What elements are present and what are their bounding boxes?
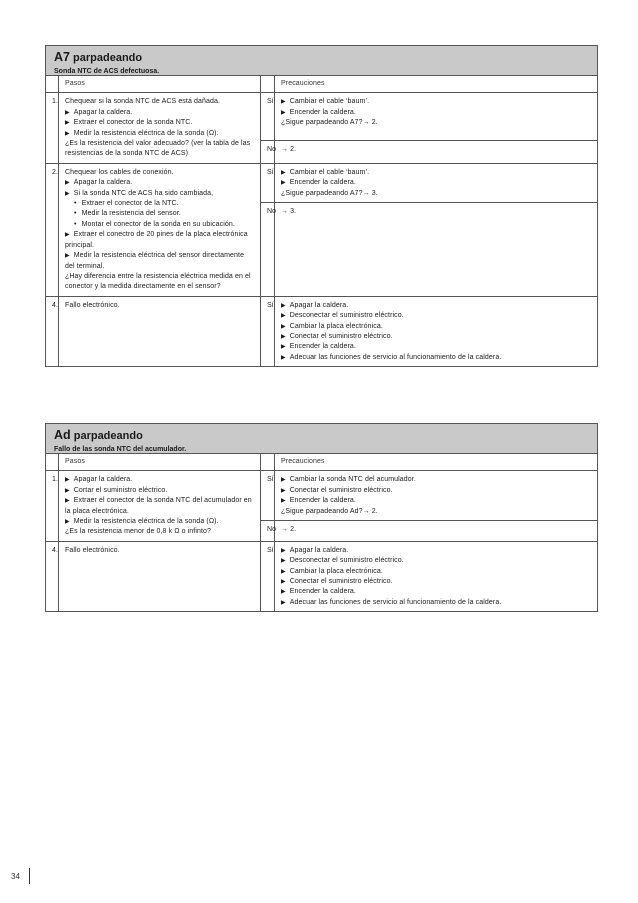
answer-no: No bbox=[261, 141, 275, 163]
col-precauciones-header: Precauciones bbox=[275, 454, 598, 471]
diagnostic-table bbox=[45, 453, 598, 612]
answer-si: Sí bbox=[261, 541, 275, 611]
page-number-divider bbox=[29, 868, 30, 884]
precaution-text: ▶ Apagar la caldera. ▶ Desconectar el suministro eléctrico. ▶ Cambiar la placa electrónica. ▶ Conectar el suministro eléctrico. ▶ Encender la caldera. ▶ Adecuar las funciones de servicio al funcionamiento de la caldera. bbox=[275, 296, 598, 366]
table-row bbox=[46, 296, 598, 366]
table-row bbox=[46, 541, 598, 611]
fault-header bbox=[45, 45, 598, 75]
fault-title bbox=[54, 51, 590, 64]
fault-block-a7 bbox=[45, 45, 598, 367]
col-precauciones-header: Precauciones bbox=[275, 76, 598, 93]
table-header-row bbox=[46, 76, 598, 93]
precaution-text: ▶ Cambiar el cable ‘baum’. ▶ Encender la caldera. ¿Sigue parpadeando A7?→ 3. bbox=[275, 163, 598, 202]
precaution-text: → 3. bbox=[275, 203, 598, 297]
table-row bbox=[46, 471, 598, 521]
answer-si: Sí bbox=[261, 471, 275, 521]
col-pasos-header: Pasos bbox=[59, 76, 261, 93]
precaution-text: ▶ Cambiar el cable ‘baum’. ▶ Encender la caldera. ¿Sigue parpadeando A7?→ 2. bbox=[275, 93, 598, 141]
precaution-text: ▶ Apagar la caldera. ▶ Desconectar el suministro eléctrico. ▶ Cambiar la placa electrónica. ▶ Conectar el suministro eléctrico. ▶ Encender la caldera. ▶ Adecuar las funciones de servicio al funcionamiento de la caldera. bbox=[275, 541, 598, 611]
precaution-text: → 2. bbox=[275, 141, 598, 163]
step-number: 4. bbox=[46, 296, 59, 366]
step-text: Chequear si la sonda NTC de ACS está dañada. ▶ Apagar la caldera. ▶ Extraer el conector de la sonda NTC. ▶ Medir la resistencia eléctrica de la sonda (Ω). ¿Es la resistencia del valor adecuado? (ver la tabla de las resistencias de la sonda NTC de ACS) bbox=[59, 93, 261, 163]
fault-code: A7 bbox=[54, 50, 70, 64]
answer-si: Sí bbox=[261, 296, 275, 366]
step-number: 2. bbox=[46, 163, 59, 296]
answer-si: Sí bbox=[261, 93, 275, 141]
fault-subtitle: Fallo de las sonda NTC del acumulador. bbox=[54, 446, 187, 453]
step-text: Fallo electrónico. bbox=[59, 541, 261, 611]
answer-no: No bbox=[261, 203, 275, 297]
fault-code: Ad bbox=[54, 428, 71, 442]
page-number: 34 bbox=[11, 872, 20, 881]
table-header-row bbox=[46, 454, 598, 471]
precaution-text: ▶ Cambiar la sonda NTC del acumulador. ▶ Conectar el suministro eléctrico. ▶ Encender la caldera. ¿Sigue parpadeando Ad?→ 2. bbox=[275, 471, 598, 521]
answer-si: Sí bbox=[261, 163, 275, 202]
col-pasos-header: Pasos bbox=[59, 454, 261, 471]
table-row bbox=[46, 93, 598, 141]
answer-no: No bbox=[261, 521, 275, 542]
fault-subtitle: Sonda NTC de ACS defectuosa. bbox=[54, 68, 160, 75]
fault-header bbox=[45, 423, 598, 453]
step-text: ▶ Apagar la caldera. ▶ Cortar el suministro eléctrico. ▶ Extraer el conector de la sonda NTC del acumulador en la placa electrónica. ▶ Medir la resistencia eléctrica de la sonda (Ω). ¿Es la resistencia menor de 0,8 k Ω o infinto? bbox=[59, 471, 261, 541]
diagnostic-table bbox=[45, 75, 598, 367]
fault-title bbox=[54, 429, 590, 442]
step-number: 1. bbox=[46, 93, 59, 163]
table-row bbox=[46, 163, 598, 202]
precaution-text: → 2. bbox=[275, 521, 598, 542]
step-number: 1. bbox=[46, 471, 59, 541]
step-number: 4. bbox=[46, 541, 59, 611]
fault-title-text: parpadeando bbox=[69, 52, 143, 64]
fault-title-text: parpadeando bbox=[70, 430, 143, 442]
fault-block-ad bbox=[45, 423, 598, 612]
step-text: Fallo electrónico. bbox=[59, 296, 261, 366]
step-text: Chequear los cables de conexión. ▶ Apagar la caldera. ▶ Si la sonda NTC de ACS ha sido cambiada, • Extraer el conector de la NTC. • Medir la resistencia del sensor. • Montar el conector de la sonda en su ubicación. ▶ Extraer el conectro de 20 pines de la placa electrónica principal. ▶ Medir la resistencia eléctrica del sensor directamente del terminal. ¿Hay diferencia entre la resistencia eléctrica medida en el conector y la medida directamente en el sensor? bbox=[59, 163, 261, 296]
